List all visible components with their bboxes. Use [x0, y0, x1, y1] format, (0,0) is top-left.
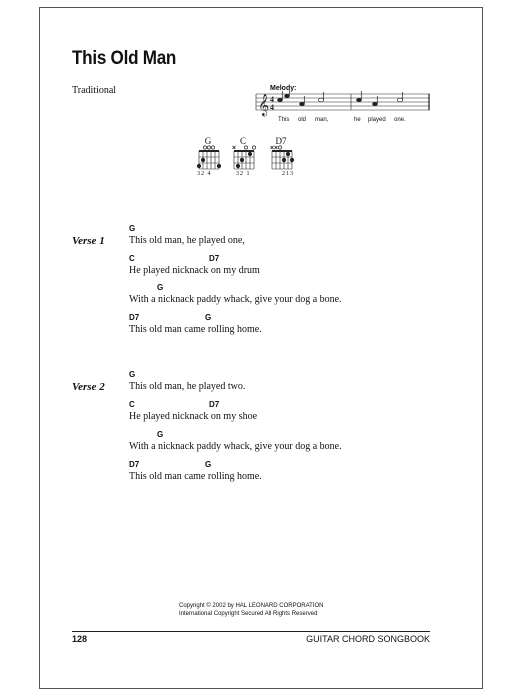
time-signature-bottom: 4 — [270, 103, 274, 112]
song-title: This Old Man — [72, 48, 177, 69]
chord-symbol: D7 — [129, 313, 140, 322]
chord-diagram-c — [231, 145, 257, 171]
melody-note — [285, 94, 290, 97]
melody-note — [300, 102, 305, 105]
melody-note — [357, 98, 362, 101]
melody-lyric: man, — [315, 117, 329, 123]
chord-symbol: D7 — [209, 400, 220, 409]
book-title: GUITAR CHORD SONGBOOK — [306, 634, 430, 644]
chord-symbol: G — [205, 460, 212, 469]
lyric-line: This old man came rolling home. — [129, 324, 262, 335]
lyric-line: This old man, he played one, — [129, 235, 245, 246]
melody-label: Melody: — [270, 85, 297, 92]
chord-fingering: 213 — [282, 171, 294, 177]
page-number: 128 — [72, 634, 88, 644]
copyright-line: International Copyright Secured All Rights Reserved — [179, 611, 318, 617]
chord-symbol: G — [129, 224, 136, 233]
lyric-line: With a nicknack paddy whack, give your dog a bone. — [129, 441, 342, 452]
melody-note — [318, 98, 323, 102]
verse-label: Verse 2 — [72, 381, 105, 393]
copyright-line: Copyright © 2002 by HAL LEONARD CORPORATION — [179, 603, 324, 609]
chord-symbol: D7 — [129, 460, 140, 469]
chord-fingering: 32 4 — [197, 171, 212, 177]
verse-label: Verse 1 — [72, 235, 105, 247]
melody-lyric: old — [298, 117, 307, 123]
melody-note — [373, 102, 378, 105]
chord-fingering: 32 1 — [236, 171, 251, 177]
chord-symbol: G — [129, 370, 136, 379]
lyric-line: He played nicknack on my drum — [129, 265, 260, 276]
melody-note — [278, 98, 283, 101]
chord-symbol: D7 — [209, 254, 220, 263]
lyric-line: He played nicknack on my shoe — [129, 411, 258, 422]
chord-diagram-name: D7 — [275, 136, 287, 146]
treble-clef-icon: 𝄞 — [258, 94, 270, 116]
lyric-line: With a nicknack paddy whack, give your dog a bone. — [129, 294, 342, 305]
melody-staff — [252, 90, 434, 120]
chord-symbol: G — [157, 430, 164, 439]
melody-lyric: one. — [394, 117, 406, 123]
chord-symbol: C — [129, 400, 135, 409]
melody-lyric: played — [368, 117, 386, 123]
chord-symbol: G — [205, 313, 212, 322]
lyric-line: This old man, he played two. — [129, 381, 246, 392]
composer-credit: Traditional — [72, 85, 117, 96]
time-signature-top: 4 — [270, 95, 274, 104]
chord-symbol: G — [157, 283, 164, 292]
chord-diagram-d7 — [269, 145, 295, 171]
footer-rule — [72, 631, 430, 632]
chord-diagram-g — [196, 145, 222, 171]
chord-symbol: C — [129, 254, 135, 263]
melody-note — [397, 98, 402, 102]
lyric-line: This old man came rolling home. — [129, 471, 262, 482]
chord-diagram-name: G — [204, 136, 212, 146]
melody-lyric: This — [278, 117, 290, 123]
chord-diagram-name: C — [239, 136, 246, 146]
melody-lyric: he — [354, 117, 361, 123]
